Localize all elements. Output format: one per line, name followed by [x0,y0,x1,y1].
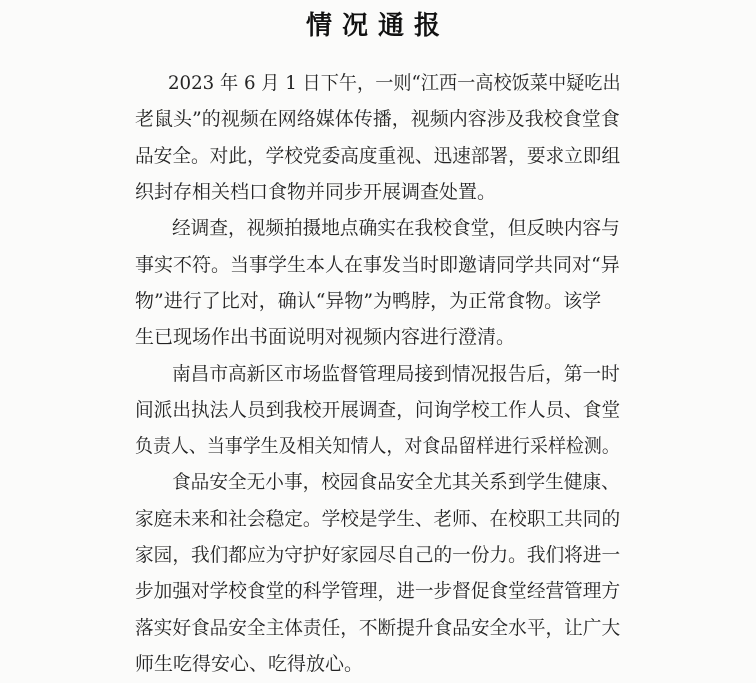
paragraph-3-line-2: 间派出执法人员到我校开展调查，问询学校工作人员、食堂 [135,398,621,421]
paragraph-3-line-3: 负责人、当事学生及相关知情人，对食品留样进行采样检测。 [135,435,620,458]
paragraph-4-line-3: 家园，我们都应为守护好家园尽自己的一份力。我们将进一 [135,544,621,567]
paragraph-1-line-3: 品安全。对此，学校党委高度重视、迅速部署，要求立即组 [135,144,621,167]
paragraph-3-line-1: 南昌市高新区市场监督管理局接到情况报告后，第一时 [172,362,620,385]
paragraph-4-line-5: 落实好食品安全主体责任，不断提升食品安全水平，让广大 [135,616,621,639]
paragraph-1-line-1: 2023 年 6 月 1 日下午，一则“江西一高校饭菜中疑吃出 [168,72,621,94]
paragraph-4-line-2: 家庭未来和社会稳定。学校是学生、老师、在校职工共同的 [135,507,621,530]
paragraph-2-line-4: 生已现场作出书面说明对视频内容进行澄清。 [135,326,516,349]
paragraph-4-line-1: 食品安全无小事，校园食品安全尤其关系到学生健康、 [172,471,620,494]
document-title: 情况通报 [305,11,450,41]
paragraph-1-line-4: 织封存相关档口食物并同步开展调查处置。 [135,180,497,203]
paragraph-1-line-2: 老鼠头”的视频在网络媒体传播，视频内容涉及我校食堂食 [135,108,620,131]
paragraph-2-line-2: 事实不符。当事学生本人在事发当时即邀请同学共同对“异 [135,253,620,276]
paragraph-2-line-3: 物”进行了比对，确认“异物”为鸭脖，为正常食物。该学 [135,289,602,312]
paragraph-4-line-6: 师生吃得安心、吃得放心。 [135,653,364,675]
paragraph-2-line-1: 经调查，视频拍摄地点确实在我校食堂，但反映内容与 [172,217,620,240]
paragraph-4-line-4: 步加强对学校食堂的科学管理，进一步督促食堂经营管理方 [135,580,621,603]
